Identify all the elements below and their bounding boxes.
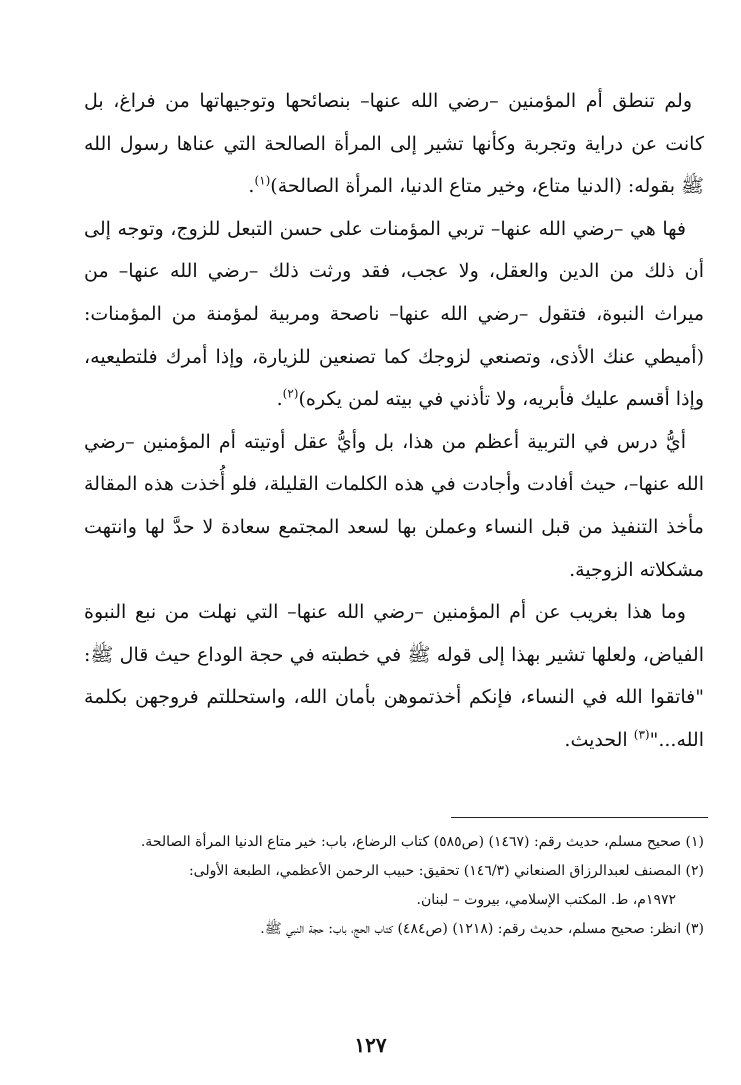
footnote-divider <box>451 817 708 818</box>
footnote-ref-1[interactable]: (١) <box>254 173 271 188</box>
paragraph-3-text: أيُّ درس في التربية أعظم من هذا، بل وأيُّ عقل أوتيته أم المؤمنين –رضي الله عنها–، حيث أفادت وأجادت في هذه الكلمات القليلة، فلو أُخذت هذه المقالة مأخذ التنفيذ من قبل النساء وعملن بها لسعد المجتمع سعادة لا حدَّ لها وانتهت مشكلاته الزوجية. <box>84 430 704 581</box>
footnote-3: (٣) انظر: صحيح مسلم، حديث رقم: (١٢١٨) (ص٤٨٤) كتاب الحج، باب: حجة النبي ﷺ. <box>260 921 704 937</box>
page-number: ١٢٧ <box>354 1033 387 1057</box>
paragraph-1-text: ولم تنطق أم المؤمنين –رضي الله عنها– بنصائحها وتوجيهاتها من فراغ، بل كانت عن دراية وتجربة وكأنها تشير إلى المرأة الصالحة التي عناها رسول الله ﷺ بقوله: (الدنيا متاع، وخير متاع الدنيا، المرأة الصالحة) <box>84 90 704 198</box>
paragraph-4-end: الحديث. <box>564 728 634 751</box>
paragraph-2-text: فها هي –رضي الله عنها– تربي المؤمنات على حسن التبعل للزوج، وتوجه إلى أن ذلك من الدين والعقل، ولا عجب، فقد ورثت ذلك –رضي الله عنها– من ميراث النبوة، فتقول –رضي الله عنها– ناصحة ومربية لمؤمنة من المؤمنات: (أميطي عنك الأذى، وتصنعي لزوجك كما تصنعين للزيارة، وإذا أمرك فلتطيعيه، وإذا أقسم عليك فأبريه، ولا تأذني في بيته لمن يكره) <box>84 217 704 411</box>
footnote-ref-3[interactable]: (٣) <box>633 727 650 742</box>
main-text <box>84 80 704 762</box>
footnote-2: (٢) المصنف لعبدالرزاق الصنعاني (١٤٦/٣) تحقيق: حبيب الرحمن الأعظمي، الطبعة الأولى: <box>188 863 704 879</box>
paragraph-2 <box>84 208 704 421</box>
paragraph-1-end: . <box>248 175 255 198</box>
footnote-2-continued: ١٩٧٢م، ط. المكتب الإسلامي، بيروت – لبنان. <box>416 892 676 908</box>
paragraph-4-text: وما هذا بغريب عن أم المؤمنين –رضي الله عنها– التي نهلت من نبع النبوة الفياض، ولعلها تشير بهذا إلى قوله ﷺ في خطبته في حجة الوداع حيث قال ﷺ: "فاتقوا الله في النساء، فإنكم أخذتموهن بأمان الله، واستحللتم فروجهن بكلمة الله..." <box>84 601 704 751</box>
paragraph-2-end: . <box>276 388 283 411</box>
paragraph-3 <box>84 421 704 591</box>
footnote-ref-2[interactable]: (٢) <box>282 386 299 401</box>
paragraph-1 <box>84 80 704 208</box>
footnotes <box>72 828 704 944</box>
footnote-1: (١) صحيح مسلم، حديث رقم: (١٤٦٧) (ص٥٨٥) كتاب الرضاع، باب: خير متاع الدنيا المرأة الصالحة. <box>140 834 704 850</box>
paragraph-4 <box>84 591 704 761</box>
